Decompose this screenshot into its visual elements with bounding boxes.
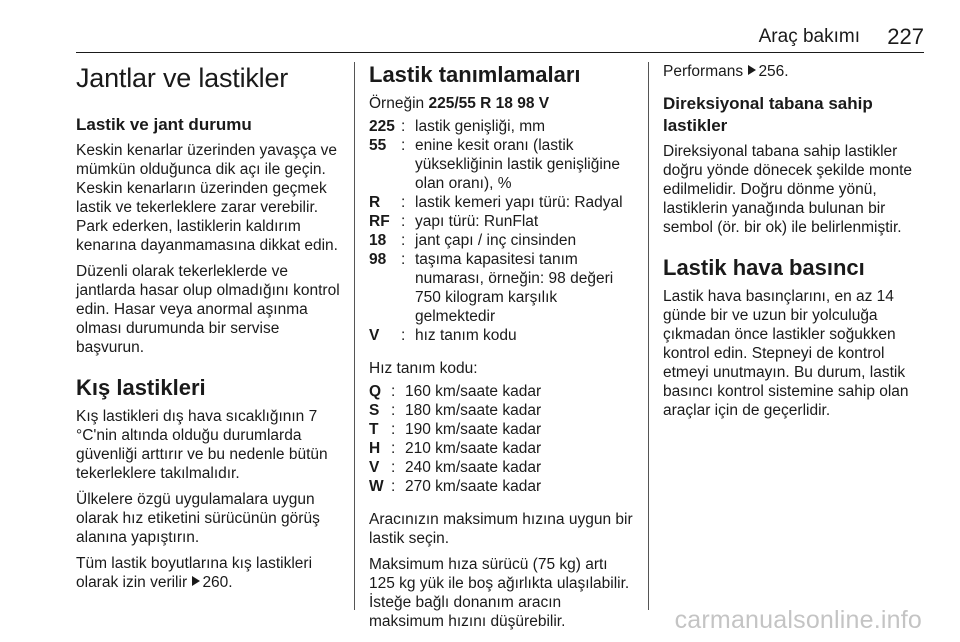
performance-ref-line <box>663 62 927 81</box>
definition-separator: : <box>391 383 396 400</box>
column-3 <box>663 62 927 427</box>
watermark: carmanualsonline.info <box>674 606 922 634</box>
column-divider-2 <box>648 62 649 610</box>
paragraph: Direksiyonal tabana sahip lastikler doğru yönde dönecek şekilde monte edilmelidir. Doğru dönme yönü, lastiklerin yanağında bulunan bir sembol (ör. bir ok) ile belirlenmiştir. <box>663 143 913 236</box>
page-ref-link[interactable]: 260. <box>202 574 233 591</box>
definition-key: V <box>369 327 380 344</box>
definition-value: lastik genişliği, mm <box>415 118 546 135</box>
definition-row <box>369 458 635 477</box>
definition-key: 55 <box>369 137 387 154</box>
definition-row <box>369 117 635 136</box>
speed-code-list <box>369 382 635 496</box>
definition-row <box>369 401 635 420</box>
definition-separator: : <box>391 402 396 419</box>
definition-row <box>369 382 635 401</box>
paragraph: Aracınızın maksimum hızına uygun bir lastik seçin. <box>369 511 633 547</box>
section-title: Araç bakımı <box>758 26 860 47</box>
definition-row <box>369 420 635 439</box>
definition-key: 225 <box>369 118 395 135</box>
definition-key: W <box>369 478 384 495</box>
definition-row <box>369 477 635 496</box>
paragraph: Kış lastikleri dış hava sıcaklığının 7 °C'nin altında olduğu durumlarda güvenliği arttırır ve bu nedenle bütün tekerleklere takılmalıdır. <box>76 408 328 482</box>
paragraph: Keskin kenarlar üzerinden yavaşça ve mümkün olduğunca dik açı ile geçin. Keskin kenarların üzerinden geçmek lastik ve tekerleklere zarar verebilir. Park ederken, lastiklerin kaldırım kenarına dayanmamasına dikkat edin. <box>76 142 338 254</box>
definition-separator: : <box>401 213 406 230</box>
definition-key: R <box>369 194 381 211</box>
example-prefix: Örneğin <box>369 95 425 112</box>
page-ref-link[interactable]: 256. <box>758 63 789 80</box>
column-1 <box>76 62 340 599</box>
example-line <box>369 94 635 113</box>
definition-separator: : <box>401 194 406 211</box>
section-heading-winter-tires: Kış lastikleri <box>76 375 206 400</box>
definition-row <box>369 250 635 326</box>
definition-value: lastik kemeri yapı türü: Radyal <box>415 194 623 211</box>
definition-separator: : <box>391 478 396 495</box>
section-heading-tire-designations: Lastik tanımlamaları <box>369 62 581 87</box>
definition-value: 190 km/saate kadar <box>405 421 542 438</box>
column-2 <box>369 62 635 638</box>
definition-row <box>369 439 635 458</box>
definition-key: 18 <box>369 232 387 249</box>
definition-separator: : <box>401 327 406 344</box>
definition-value: 180 km/saate kadar <box>405 402 542 419</box>
page-ref-arrow-icon <box>192 576 200 586</box>
definition-separator: : <box>401 251 406 268</box>
definition-separator: : <box>401 118 406 135</box>
section-heading-directional-tires: Direksiyonal tabana sahip lastikler <box>663 94 873 135</box>
paragraph-text: Tüm lastik boyutlarına kış lastikleri olarak izin verilir <box>76 555 313 591</box>
definition-key: Q <box>369 383 382 400</box>
definition-value: hız tanım kodu <box>415 327 517 344</box>
paragraph: Ülkelere özgü uygulamalara uygun olarak hız etiketini sürücünün görüş alanına yapıştırın. <box>76 491 320 546</box>
definition-key: H <box>369 440 381 457</box>
paragraph-text: Performans <box>663 63 744 80</box>
definition-separator: : <box>391 421 396 438</box>
section-heading-tire-pressure: Lastik hava basıncı <box>663 255 865 280</box>
definition-separator: : <box>391 459 396 476</box>
definition-key: S <box>369 402 380 419</box>
column-divider-1 <box>354 62 355 610</box>
definition-separator: : <box>401 137 406 154</box>
definition-value: 210 km/saate kadar <box>405 440 542 457</box>
page-ref-arrow-icon <box>748 65 756 75</box>
section-heading-tire-condition: Lastik ve jant durumu <box>76 115 252 134</box>
page-title: Jantlar ve lastikler <box>76 63 289 93</box>
definition-value: jant çapı / inç cinsinden <box>415 232 577 249</box>
definition-value: 270 km/saate kadar <box>405 478 542 495</box>
definition-value: 240 km/saate kadar <box>405 459 542 476</box>
paragraph: Maksimum hıza sürücü (75 kg) artı 125 kg yük ile boş ağırlıkta ulaşılabilir. İsteğe bağlı donanım aracın maksimum hızını düşürebilir. <box>369 556 630 630</box>
definition-value: 160 km/saate kadar <box>405 383 542 400</box>
definition-separator: : <box>401 232 406 249</box>
page-number: 227 <box>887 24 924 49</box>
definition-key: T <box>369 421 379 438</box>
example-code: 225/55 R 18 98 V <box>428 95 550 112</box>
definition-row <box>369 136 635 193</box>
definition-value: taşıma kapasitesi tanım numarası, örneğin: 98 değeri 750 kilogram karşılık gelmektedir <box>415 251 614 325</box>
definition-key: V <box>369 459 380 476</box>
speed-intro: Hız tanım kodu: <box>369 360 478 377</box>
paragraph: Düzenli olarak tekerleklerde ve jantlarda hasar olup olmadığını kontrol edin. Hasar veya anormal aşınma olması durumunda bir servise başvurun. <box>76 263 340 356</box>
definition-row <box>369 212 635 231</box>
definition-value: yapı türü: RunFlat <box>415 213 539 230</box>
definition-key: 98 <box>369 251 387 268</box>
definition-value: enine kesit oranı (lastik yüksekliğinin lastik genişliğine olan oranı), % <box>415 137 621 192</box>
paragraph: Lastik hava basınçlarını, en az 14 günde bir ve uzun bir yolculuğa çıkmadan önce lastikler soğukken kontrol edin. Stepneyi de kontrol etmeyi unutmayın. Bu durum, lastik basıncı kontrol sistemine sahip olan araçlar için de geçerlidir. <box>663 288 909 419</box>
definition-row <box>369 231 635 250</box>
definition-row <box>369 193 635 212</box>
definition-key: RF <box>369 213 390 230</box>
definition-separator: : <box>391 440 396 457</box>
header-rule <box>76 52 924 53</box>
definition-row <box>369 326 635 345</box>
paragraph <box>76 554 340 592</box>
page-header <box>0 0 960 54</box>
designation-list <box>369 117 635 345</box>
